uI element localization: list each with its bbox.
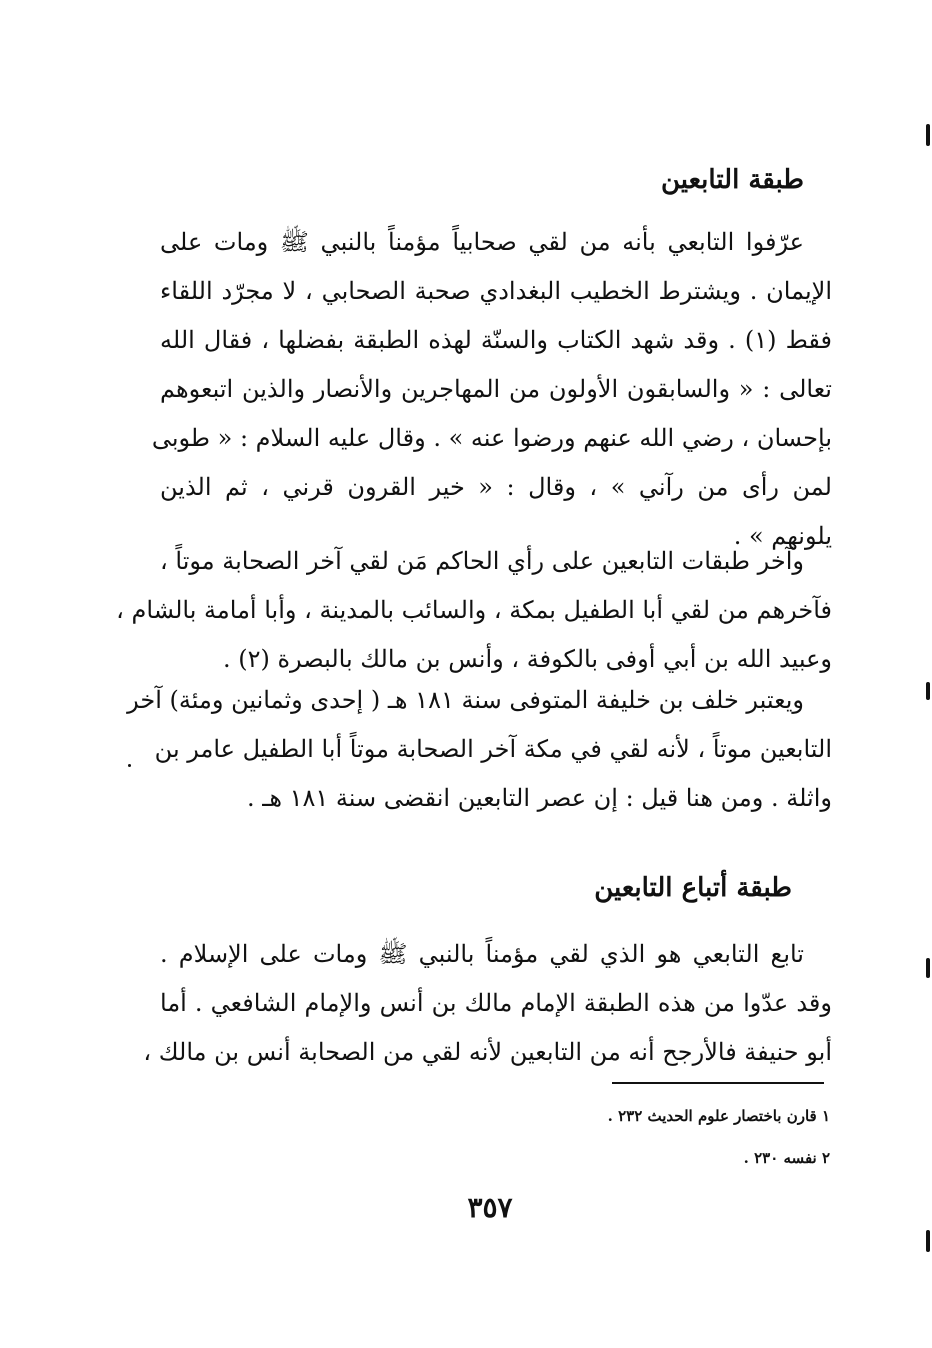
text-line: فقط (١) . وقد شهد الكتاب والسنّة لهذه الطبقة بفضلها ، فقال الله: [160, 326, 832, 354]
scan-edge-mark: [926, 682, 930, 700]
paragraph-khalaf: [127, 676, 832, 823]
text-line: أبو حنيفة فالأرجح أنه من التابعين لأنه لقي من الصحابة أنس بن مالك ،: [143, 1038, 832, 1066]
scan-edge-mark: [926, 1230, 930, 1252]
text-line: تابع التابعي هو الذي لقي مؤمناً بالنبي ﷺ ومات على الإسلام .: [160, 940, 804, 968]
text-line: ويعتبر خلف بن خليفة المتوفى سنة ١٨١ هـ ( إحدى وثمانين ومئة) آخر: [127, 686, 804, 714]
page-number: ٣٥٧: [467, 1191, 513, 1224]
scan-speck: [128, 764, 131, 767]
text-line: يلونهم » .: [733, 522, 832, 550]
text-line: عرّفوا التابعي بأنه من لقي صحابياً مؤمناً بالنبي ﷺ ومات على: [160, 228, 805, 256]
text-line: لمن رأى من رآني » ، وقال : « خير القرون قرني ، ثم الذين: [160, 473, 832, 501]
section-heading-tabieen: طبقة التابعين: [660, 165, 804, 195]
footnote-2: ٢ نفسه ٢٣٠ .: [743, 1149, 830, 1167]
paragraph-atba-definition: [143, 930, 832, 1077]
text-line: الإيمان . ويشترط الخطيب البغدادي صحبة الصحابي ، لا مجرّد اللقاء: [160, 277, 832, 305]
scan-edge-mark: [926, 958, 930, 978]
text-line: وعبيد الله بن أبي أوفى بالكوفة ، وأنس بن مالك بالبصرة (٢) .: [222, 645, 832, 673]
footnote-separator: [612, 1082, 824, 1084]
scan-edge-mark: [926, 124, 930, 146]
paragraph-last-tabieen: [116, 537, 832, 684]
text-line: تعالى : « والسابقون الأولون من المهاجرين والأنصار والذين اتبعوهم: [160, 375, 832, 403]
text-line: وقد عدّوا من هذه الطبقة الإمام مالك بن أنس والإمام الشافعي . أما: [160, 989, 832, 1017]
text-line: وآخر طبقات التابعين على رأي الحاكم مَن لقي آخر الصحابة موتاً ،: [160, 547, 804, 575]
text-line: فآخرهم من لقي أبا الطفيل بمكة ، والسائب بالمدينة ، وأبا أمامة بالشام ،: [116, 596, 832, 624]
text-line: التابعين موتاً ، لأنه لقي في مكة آخر الصحابة موتاً أبا الطفيل عامر بن: [154, 735, 832, 763]
paragraph-definition: [151, 218, 832, 561]
text-line: بإحسان ، رضي الله عنهم ورضوا عنه » . وقال عليه السلام : « طوبى: [151, 424, 832, 452]
text-line: واثلة . ومن هنا قيل : إن عصر التابعين انقضى سنة ١٨١ هـ .: [247, 784, 832, 812]
footnote-1: ١ قارن باختصار علوم الحديث ٢٣٢ .: [607, 1107, 830, 1125]
section-heading-atba-tabieen: طبقة أتباع التابعين: [594, 873, 792, 903]
